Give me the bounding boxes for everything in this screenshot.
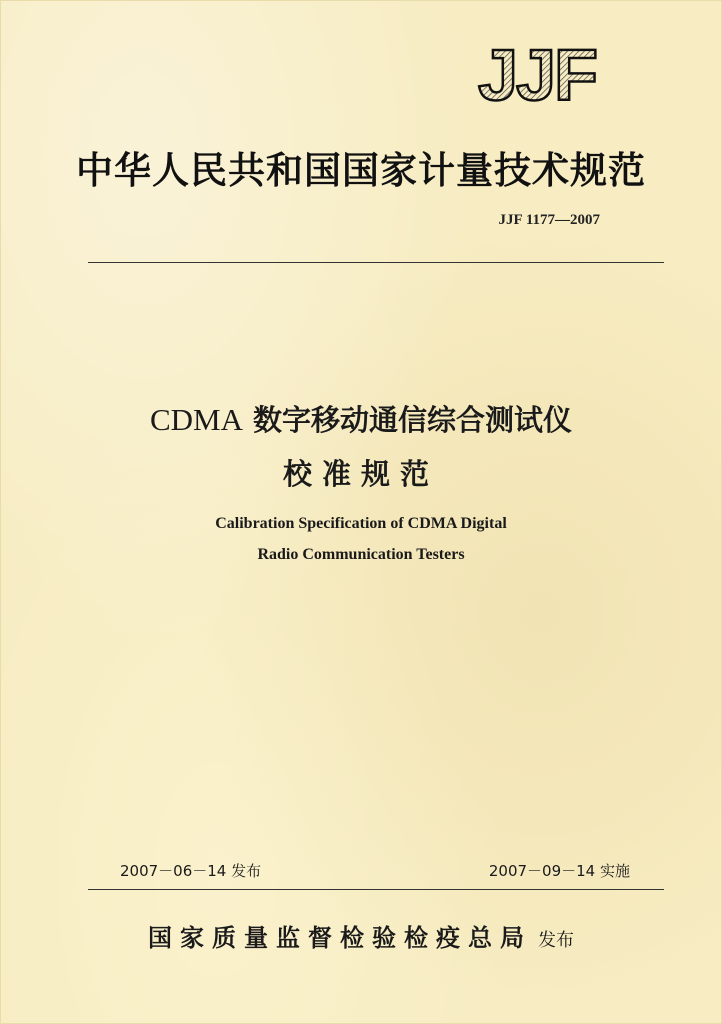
issue-date: 2007－06－14 发布 xyxy=(120,862,262,880)
jjf-logo xyxy=(448,40,626,110)
bottom-divider xyxy=(88,889,664,890)
english-title-line-1: Calibration Specification of CDMA Digital xyxy=(215,515,507,532)
top-divider xyxy=(88,262,664,263)
document-number: JJF 1177—2007 xyxy=(498,212,600,228)
effective-date: 2007－09－14 实施 xyxy=(488,862,630,880)
national-standard-title: 中华人民共和国国家计量技术规范 xyxy=(76,148,646,192)
issuer-line xyxy=(0,918,722,953)
english-title-line-2: Radio Communication Testers xyxy=(257,546,465,563)
issuer-name: 国家质量监督检验检疫总局 xyxy=(148,923,532,952)
title-prefix: CDMA xyxy=(149,402,243,437)
document-title-line-1 xyxy=(0,398,722,439)
logo-letters: JJF xyxy=(477,40,597,110)
title-rest: 数字移动通信综合测试仪 xyxy=(242,403,573,437)
issuer-suffix: 发布 xyxy=(538,930,574,951)
document-title-line-2: 校准规范 xyxy=(282,457,439,491)
